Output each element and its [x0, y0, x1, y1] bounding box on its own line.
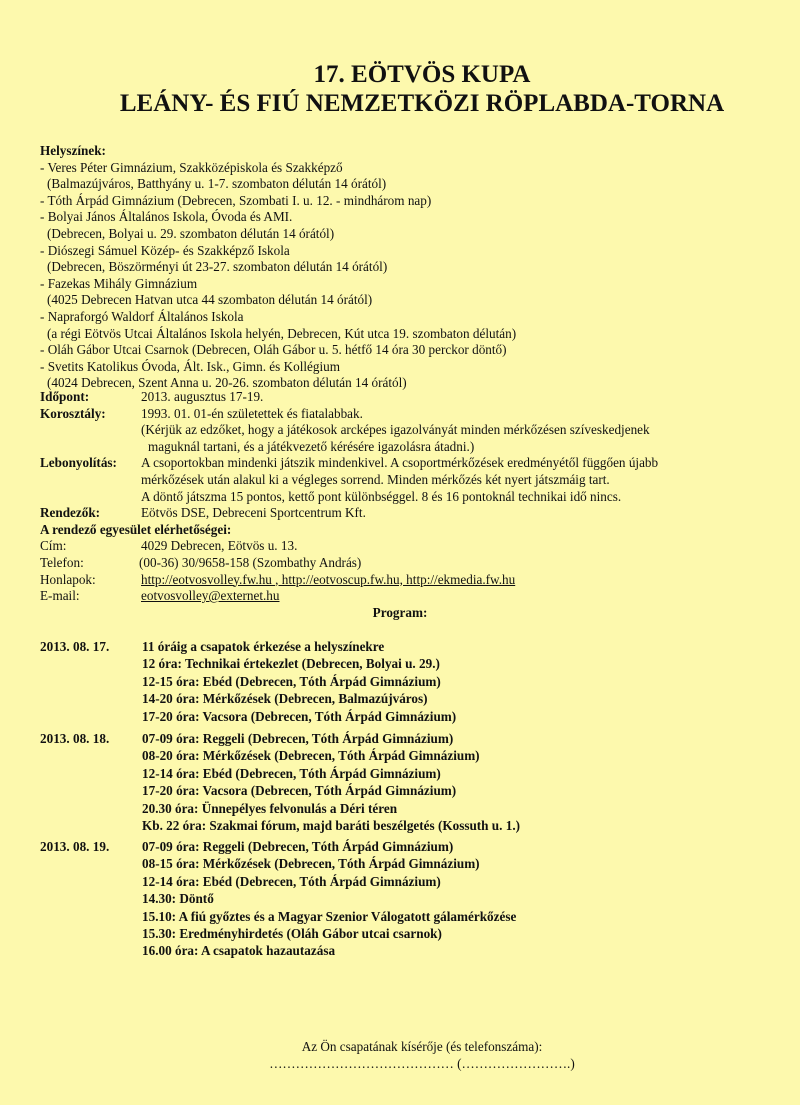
venue-line: (4025 Debrecen Hatvan utca 44 szombaton délután 14 órától) — [47, 292, 373, 308]
venue-line: - Tóth Árpád Gimnázium (Debrecen, Szombati I. u. 12. - mindhárom nap) — [40, 192, 432, 208]
email-link[interactable]: eotvosvolley@externet.hu — [141, 588, 280, 604]
program-item: 07-09 óra: Reggeli (Debrecen, Tóth Árpád Gimnázium) — [142, 731, 454, 746]
program-item: 08-15 óra: Mérkőzések (Debrecen, Tóth Árpád Gimnázium) — [142, 856, 480, 872]
idopont-label: Időpont: — [40, 389, 90, 404]
korosztaly-label: Korosztály: — [40, 405, 106, 421]
lebonyolitas-label: Lebonyolítás: — [40, 455, 117, 471]
venues-heading: Helyszínek: — [40, 143, 106, 158]
program-item: 07-09 óra: Reggeli (Debrecen, Tóth Árpád Gimnázium) — [142, 839, 454, 854]
program-item: 14-20 óra: Mérkőzések (Debrecen, Balmazújváros) — [142, 691, 428, 707]
program-item: 15.10: A fiú győztes és a Magyar Szenior Válogatott gálamérkőzése — [142, 908, 517, 924]
program-item: 12 óra: Technikai értekezlet (Debrecen, Bolyai u. 29.) — [142, 656, 440, 672]
email-label: E-mail: — [40, 588, 80, 604]
program-item: 17-20 óra: Vacsora (Debrecen, Tóth Árpád Gimnázium) — [142, 708, 457, 724]
program-title: Program: — [372, 605, 428, 620]
venue-line: - Bolyai János Általános Iskola, Óvoda és AMI. — [40, 209, 293, 225]
venue-line: - Oláh Gábor Utcai Csarnok (Debrecen, Oláh Gábor u. 5. hétfő 14 óra 30 perckor döntő) — [40, 342, 507, 358]
program-item: 12-14 óra: Ebéd (Debrecen, Tóth Árpád Gimnázium) — [142, 765, 441, 781]
rendezok-label: Rendezők: — [40, 505, 101, 521]
program-date: 2013. 08. 18. — [40, 731, 110, 746]
program-item: 16.00 óra: A csapatok hazautazása — [142, 943, 336, 959]
lebonyolitas-value: mérkőzések után alakul ki a végleges sorrend. Minden mérkőzés két nyert játszmáig tart. — [141, 471, 610, 487]
idopont-value: 2013. augusztus 17-19. — [141, 389, 264, 404]
honlapok-link[interactable]: http://eotvosvolley.fw.hu , http://eotvoscup.fw.hu, http://ekmedia.fw.hu — [141, 571, 516, 587]
venue-line: - Diószegi Sámuel Közép- és Szakképző Iskola — [40, 242, 290, 258]
korosztaly-note: (Kérjük az edzőket, hogy a játékosok arcképes igazolványát minden mérkőzésen szíveskedjenek — [141, 422, 650, 438]
program-item: Kb. 22 óra: Szakmai fórum, majd baráti beszélgetés (Kossuth u. 1.) — [142, 817, 521, 833]
venue-line: (a régi Eötvös Utcai Általános Iskola helyén, Debrecen, Kút utca 19. szombaton délután) — [47, 325, 517, 341]
telefon-value: (00-36) 30/9658-158 (Szombathy András) — [139, 554, 362, 570]
program-item: 08-20 óra: Mérkőzések (Debrecen, Tóth Árpád Gimnázium) — [142, 748, 480, 764]
program-item: 17-20 óra: Vacsora (Debrecen, Tóth Árpád Gimnázium) — [142, 783, 457, 799]
venue-line: (Balmazújváros, Batthyány u. 1-7. szombaton délután 14 órától) — [47, 176, 387, 192]
lebonyolitas-value: A csoportokban mindenki játszik mindenkivel. A csoportmérkőzések eredményétől függően újabb — [141, 455, 659, 471]
venue-line: - Fazekas Mihály Gimnázium — [40, 275, 198, 291]
lebonyolitas-value: A döntő játszma 15 pontos, kettő pont különbséggel. 8 és 16 pontoknál technikai idő nincs. — [141, 488, 622, 504]
korosztaly-note: maguknál tartani, és a játékvezető kérésére igazolásra átadni.) — [148, 438, 475, 454]
program-item: 20.30 óra: Ünnepélyes felvonulás a Déri téren — [142, 800, 398, 816]
venue-line: (Debrecen, Bolyai u. 29. szombaton délután 14 órától) — [47, 225, 335, 241]
venue-line: - Svetits Katolikus Óvoda, Ált. Isk., Gimn. és Kollégium — [40, 358, 340, 374]
venue-line: - Veres Péter Gimnázium, Szakközépiskola és Szakképző — [40, 159, 343, 175]
venue-line: (Debrecen, Böszörményi út 23-27. szombaton délután 14 órától) — [47, 259, 388, 275]
korosztaly-value: 1993. 01. 01-én születettek és fiatalabbak. — [141, 405, 363, 421]
cim-value: 4029 Debrecen, Eötvös u. 13. — [141, 538, 298, 554]
venues-section — [40, 143, 516, 392]
document-title: 17. EÖTVÖS KUPA — [313, 61, 531, 88]
telefon-label: Telefon: — [40, 554, 84, 570]
program-item: 14.30: Döntő — [142, 891, 214, 907]
venue-line: - Napraforgó Waldorf Általános Iskola — [40, 308, 244, 324]
document-subtitle: LEÁNY- ÉS FIÚ NEMZETKÖZI RÖPLABDA-TORNA — [119, 90, 725, 117]
escort-prompt: Az Ön csapatának kísérője (és telefonszáma): — [301, 1039, 543, 1054]
program-item: 15.30: Eredményhirdetés (Oláh Gábor utcai csarnok) — [142, 925, 442, 941]
contact-heading: A rendező egyesület elérhetőségei: — [40, 521, 232, 537]
program-item: 11 óráig a csapatok érkezése a helyszínekre — [142, 639, 385, 654]
program-date: 2013. 08. 19. — [40, 839, 110, 854]
venue-line: (4024 Debrecen, Szent Anna u. 20-26. szombaton délután 14 órától) — [47, 375, 407, 391]
cim-label: Cím: — [40, 538, 67, 554]
rendezok-value: Eötvös DSE, Debreceni Sportcentrum Kft. — [141, 505, 366, 521]
escort-fill-line: …………………………………… (…………………….) — [269, 1056, 575, 1071]
program-date: 2013. 08. 17. — [40, 639, 110, 654]
program-item: 12-14 óra: Ebéd (Debrecen, Tóth Árpád Gimnázium) — [142, 873, 441, 889]
program-item: 12-15 óra: Ebéd (Debrecen, Tóth Árpád Gimnázium) — [142, 673, 441, 689]
honlapok-label: Honlapok: — [40, 571, 96, 587]
